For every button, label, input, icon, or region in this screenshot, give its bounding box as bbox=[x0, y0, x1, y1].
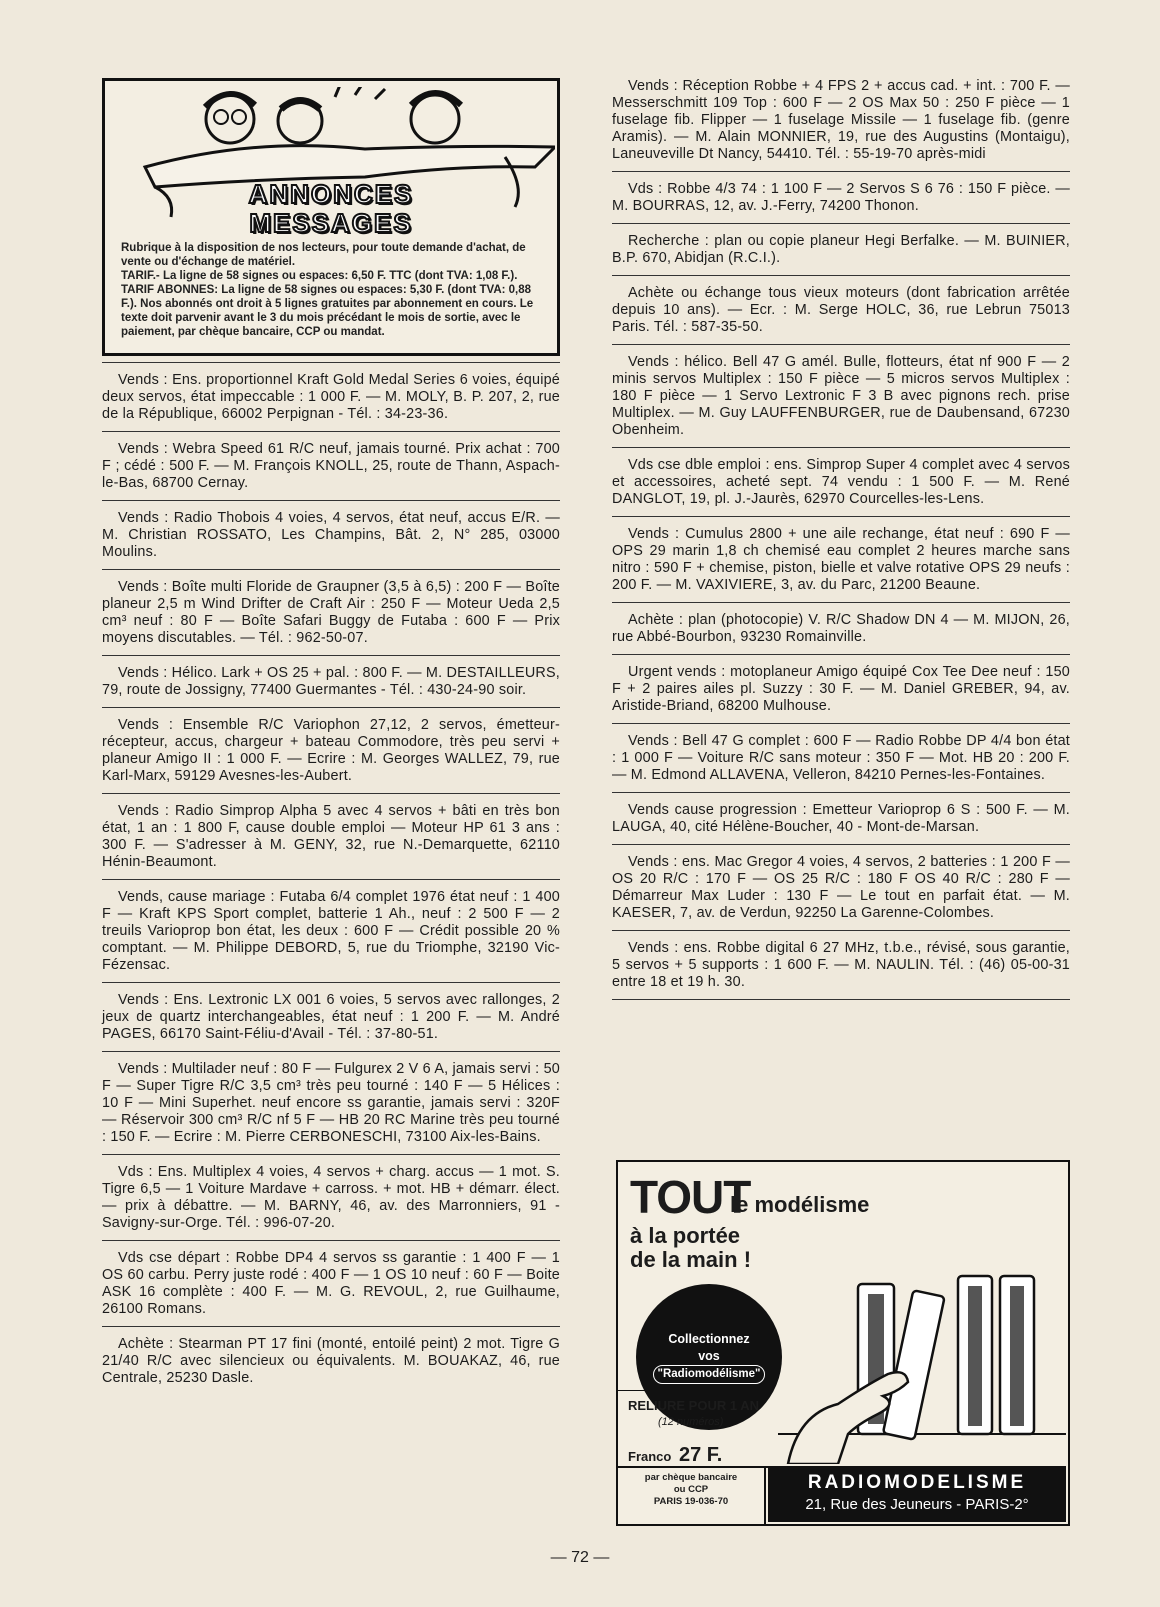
promo-tout: TOUT bbox=[630, 1171, 751, 1223]
classified-ad: Vds cse dble emploi : ens. Simprop Super 4 complet avec 4 servos et accessoires, acheté sept. 74 vendu : 1 500 F. — M. René DANGLOT, 19, pl. J.-Jaurès, 62970 Courcelles-les-Lens. bbox=[612, 448, 1070, 517]
tarif-intro: Rubrique à la disposition de nos lecteurs, pour toute demande d'achat, de vente ou d'échange de matériel. bbox=[121, 242, 526, 268]
promo-divider bbox=[618, 1390, 768, 1391]
promo-reliure: RELIURE POUR 1 AN bbox=[628, 1398, 759, 1413]
classified-ad: Recherche : plan ou copie planeur Hegi Berfalke. — M. BUINIER, B.P. 670, Abidjan (R.C.I.). bbox=[612, 224, 1070, 276]
circle-line3: "Radiomodélisme" bbox=[653, 1365, 766, 1384]
left-column bbox=[102, 78, 560, 1395]
classified-ad: Vends cause progression : Emetteur Varioprop 6 S : 500 F. — M. LAUGA, 40, cité Hélène-Boucher, 40 - Mont-de-Marsan. bbox=[612, 793, 1070, 845]
classified-ad: Vends : ens. Robbe digital 6 27 MHz, t.b.e., révisé, sous garantie, 5 servos + 5 supports : 1 600 F. — M. NAULIN. Tél. : (46) 05-00-31 entre 18 et 19 h. 30. bbox=[612, 931, 1070, 1000]
classified-ad: Vds : Robbe 4/3 74 : 1 100 F — 2 Servos S 6 76 : 150 F pièce. — M. BOURRAS, 12, av. J.-Ferry, 74200 Thonon. bbox=[612, 172, 1070, 224]
classified-ad: Vds cse départ : Robbe DP4 4 servos ss garantie : 1 400 F — 1 OS 60 carbu. Perry juste rodé : 400 F — 1 OS 10 neuf : 60 F — Boite ASK 16 complète : 400 F. — M. G. REVOUL, 2, rue Guilhaume, 26100 Romans. bbox=[102, 1241, 560, 1327]
promo-numeros: (12 numéros) bbox=[658, 1416, 724, 1428]
circle-line1: Collectionnez bbox=[668, 1331, 750, 1346]
classified-ad: Urgent vends : motoplaneur Amigo équipé Cox Tee Dee neuf : 150 F + 2 paires ailes pl. Suzzy : 30 F. — M. Daniel GREBER, 94, av. Aristide-Briand, 68200 Mulhouse. bbox=[612, 655, 1070, 724]
classified-ad: Vends : Radio Thobois 4 voies, 4 servos, état neuf, accus E/R. — M. Christian ROSSATO, Les Champins, Bât. 2, N° 285, 03000 Moulins. bbox=[102, 501, 560, 570]
classified-ad: Vends : Bell 47 G complet : 600 F — Radio Robbe DP 4/4 bon état : 1 000 F — Voiture R/C sans moteur : 350 F — Mot. HB 20 : 200 F. — M. Edmond ALLAVENA, Velleron, 84210 Pernes-les-Fontaines. bbox=[612, 724, 1070, 793]
classified-ad: Vends : Ens. proportionnel Kraft Gold Medal Series 6 voies, équipé deux servos, état impeccable : 1 000 F. — M. MOLY, B. P. 207, 2, rue de la République, 66002 Perpignan - Tél. : 34-23-36. bbox=[102, 362, 560, 432]
brand-name: RADIOMODELISME bbox=[807, 1472, 1027, 1493]
header-title-annonces: ANNONCES bbox=[248, 179, 414, 209]
classified-ad: Vends : Cumulus 2800 + une aile rechange, état neuf : 690 F — OPS 29 marin 1,8 ch chemisé eau complet 2 heures marche sans nitro : 590 F + chemise, piston, bielle et valve rotative OPS 29 neufs : 200 F. — M. VAXIVIERE, 3, av. du Parc, 21200 Beaune. bbox=[612, 517, 1070, 603]
classified-ad: Vends : Réception Robbe + 4 FPS 2 + accus cad. + int. : 700 F. — Messerschmitt 109 Top : 600 F — 2 OS Max 50 : 250 F pièce — 1 fuselage fib. Flipper — 1 fuselage Missile — 1 fuselage fib. (genre Aramis). — M. Alain MONNIER, 19, rue des Augustins (Montaigu), Laneuveville Dt Nancy, 54410. Tél. : 55-19-70 après-midi bbox=[612, 78, 1070, 172]
promo-line3: de la main ! bbox=[630, 1247, 752, 1272]
classified-ad: Vends : Ensemble R/C Variophon 27,12, 2 servos, émetteur-récepteur, accus, chargeur + bateau Commodore, très peu servi + planeur Amigo II : 1 000 F. — Ecrire : M. Georges WALLEZ, 79, rue Karl-Marx, 59129 Avesnes-les-Aubert. bbox=[102, 708, 560, 794]
promo-line1: le modélisme bbox=[730, 1192, 870, 1217]
payment-line3: PARIS 19-036-70 bbox=[653, 1496, 729, 1507]
promo-price: 27 F. bbox=[678, 1444, 723, 1466]
promo-payment bbox=[622, 1472, 760, 1508]
classified-ad: Vends : Boîte multi Floride de Graupner (3,5 à 6,5) : 200 F — Boîte planeur 2,5 m Wind Drifter de Craft Air : 250 F — Moteur Ueda 2,5 cm³ neuf : 80 F — Boîte Safari Buggy de Futaba : 600 F — Prix moyens discutables. — Tél. : 962-50-07. bbox=[102, 570, 560, 656]
circle-line2: vos bbox=[698, 1348, 720, 1363]
hand-reaching-binders-icon bbox=[778, 1264, 1066, 1464]
right-column bbox=[612, 78, 1070, 1000]
payment-line1: par chèque bancaire bbox=[644, 1472, 738, 1483]
classified-ad: Vends : ens. Mac Gregor 4 voies, 4 servos, 2 batteries : 1 200 F — OS 20 R/C : 170 F — OS 25 R/C : 180 F OS 40 R/C : 280 F — Démarreur Max Luder : 130 F — Le tout en parfait état. — M. KAESER, 7, av. de Verdun, 92250 La Garenne-Colombes. bbox=[612, 845, 1070, 931]
radiomodelisme-promo bbox=[616, 1160, 1070, 1526]
classified-ad: Achète ou échange tous vieux moteurs (dont fabrication arrêtée depuis 10 ans). — Ecr. : M. Serge HOLC, 36, rue Lebrun 75013 Paris. Tél. : 587-35-50. bbox=[612, 276, 1070, 345]
classified-ad: Vends : Radio Simprop Alpha 5 avec 4 servos + bâti en très bon état, 1 an : 1 800 F, cause double emploi — Moteur HP 61 3 ans : 300 F. — S'adresser à M. GENY, 32, rue N.-Demarquette, 62110 Hénin-Beaumont. bbox=[102, 794, 560, 880]
promo-line2: à la portée bbox=[630, 1223, 741, 1248]
classified-ad: Achète : Stearman PT 17 fini (monté, entoilé peint) 2 mot. Tigre G 21/40 R/C avec silencieux ou équivalents. M. BOUAKAZ, 46, rue Centrale, 25230 Dasle. bbox=[102, 1336, 560, 1386]
classified-ad: Vds : Ens. Multiplex 4 voies, 4 servos + charg. accus — 1 mot. S. Tigre 6,5 — 1 Voiture Mardave + carross. + mot. HB + démarr. élect. — prix à débattre. — M. BARNY, 46, av. des Marronniers, 91 - Savigny-sur-Orge. Tél. : 996-07-20. bbox=[102, 1155, 560, 1241]
classified-ad: Vends : Hélico. Lark + OS 25 + pal. : 800 F. — M. DESTAILLEURS, 79, route de Jossigny, 77400 Guermantes - Tél. : 430-24-90 soir. bbox=[102, 656, 560, 708]
promo-franco bbox=[628, 1444, 722, 1467]
classified-ad: Vends : Webra Speed 61 R/C neuf, jamais tourné. Prix achat : 700 F ; cédé : 500 F. — M. François KNOLL, 25, route de Thann, Aspach-le-Bas, 68700 Cernay. bbox=[102, 432, 560, 501]
classified-ad: Achète : plan (photocopie) V. R/C Shadow DN 4 — M. MIJON, 26, rue Abbé-Bourbon, 93230 Romainville. bbox=[612, 603, 1070, 655]
classified-ad: Vends : Multilader neuf : 80 F — Fulgurex 2 V 6 A, jamais servi : 50 F — Super Tigre R/C 3,5 cm³ très peu tourné : 140 F — 5 Hélices : 10 F — Mini Superhet. neuf encore ss garantie, jamais servi : 320F — Réservoir 300 cm³ R/C nf 5 F — HB 20 RC Marine très peu tourné : 150 F. — Ecrire : M. Pierre CERBONESCHI, 73100 Aix-les-Bains. bbox=[102, 1052, 560, 1155]
classified-ad: Vends : Ens. Lextronic LX 001 6 voies, 5 servos avec rallonges, 2 jeux de quartz interchangeables, état neuf : 1 200 F. — M. André PAGES, 66170 Saint-Féliu-d'Avail - Tél. : 37-80-51. bbox=[102, 983, 560, 1052]
classified-ad: Vends : hélico. Bell 47 G amél. Bulle, flotteurs, état nf 900 F — 2 minis servos Multiplex : 150 F pièce — 5 micros servos Multiplex : 180 F pièce — 1 Servo Lextronic F 3 B avec pignons rech. prise Multiplex. — M. Guy LAUFFENBURGER, rue de Daubensand, 67230 Obenheim. bbox=[612, 345, 1070, 448]
promo-franco-label: Franco bbox=[628, 1449, 672, 1464]
brand-banner bbox=[768, 1468, 1066, 1522]
tarif-standard: TARIF.- La ligne de 58 signes ou espaces: 6,50 F. TTC (dont TVA: 1,08 F.). bbox=[121, 270, 518, 282]
page-number: — 72 — bbox=[550, 1549, 610, 1566]
brand-address: 21, Rue des Jeuneurs - PARIS-2° bbox=[805, 1496, 1029, 1513]
tarif-abonnes: TARIF ABONNES: La ligne de 58 signes ou espaces: 5,30 F. (dont TVA: 0,88 F.). Nos abonnés ont droit à 5 lignes gratuites par abonnement en cours. Le texte doit parvenir avant le 3 du mois précédant le mois de sortie, avec le paiement, par chèque bancaire, CCP ou mandat. bbox=[121, 284, 534, 338]
classified-ad: Vends, cause mariage : Futaba 6/4 complet 1976 état neuf : 1 400 F — Kraft KPS Sport complet, batterie 1 Ah., neuf : 2 500 F — 2 treuils Varioprop bon état, les deux : 600 F — Crédit possible 20 % comptant. — M. Philippe DEBORD, 5, rue du Triomphe, 32190 Vic-Fézensac. bbox=[102, 880, 560, 983]
promo-vertical-rule bbox=[764, 1466, 766, 1524]
header-title-messages: MESSAGES bbox=[249, 208, 413, 238]
annonces-header bbox=[102, 78, 560, 356]
payment-line2: ou CCP bbox=[673, 1484, 709, 1495]
tarif-text bbox=[121, 241, 545, 339]
